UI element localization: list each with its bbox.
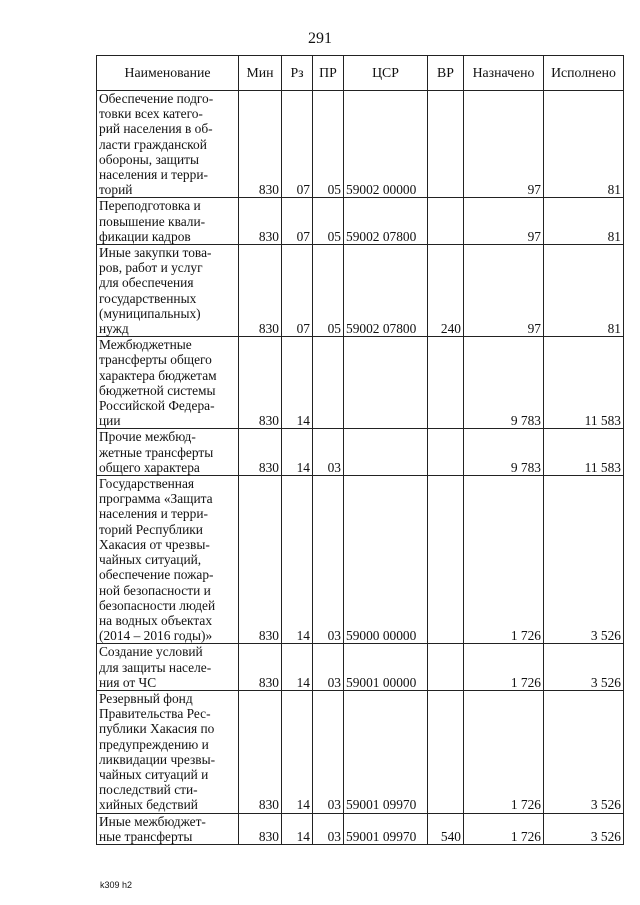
cell-assigned: 1 726 [464,476,544,644]
name-line: безопасности людей [99,597,216,613]
cell-rz: 14 [282,337,313,429]
header-name: Наименование [97,56,239,91]
page-number: 291 [308,30,332,47]
cell-executed: 3 526 [544,813,624,844]
cell-executed: 3 526 [544,476,624,644]
cell-name [97,198,239,245]
cell-pr: 05 [313,91,344,198]
header-min: Мин [239,56,282,91]
table-body [97,91,624,845]
name-line: для обеспечения [99,275,194,291]
cell-executed: 3 526 [544,644,624,691]
cell-vr [428,690,464,813]
cell-executed: 81 [544,245,624,337]
name-line: повышение квали- [99,213,206,229]
cell-csr: 59000 00000 [344,476,428,644]
cell-min: 830 [239,476,282,644]
cell-name [97,337,239,429]
table-row [97,198,624,245]
budget-table [96,55,624,845]
cell-assigned: 97 [464,91,544,198]
cell-min: 830 [239,198,282,245]
cell-csr [344,337,428,429]
cell-executed: 81 [544,198,624,245]
name-line: программа «Защита [99,491,213,507]
cell-pr: 03 [313,690,344,813]
cell-min: 830 [239,91,282,198]
table-row [97,429,624,476]
cell-csr: 59001 00000 [344,644,428,691]
cell-min: 830 [239,245,282,337]
name-line: ции [99,413,121,429]
header-pr: ПР [313,56,344,91]
cell-rz: 07 [282,198,313,245]
footer-code: k309 h2 [100,880,133,890]
name-line: Межбюджетные [99,337,192,353]
name-line: Прочие межбюд- [99,429,196,445]
name-line: ной безопасности и [99,582,211,598]
cell-pr: 05 [313,245,344,337]
name-line: хийных бедствий [99,797,198,813]
cell-min: 830 [239,813,282,844]
table-row [97,476,624,644]
name-line: чайных ситуаций, [99,552,202,568]
table-row [97,245,624,337]
name-line: населения и терри- [99,506,208,522]
cell-pr: 03 [313,644,344,691]
name-line: на водных объектах [99,612,213,628]
cell-assigned: 1 726 [464,644,544,691]
header-executed: Исполнено [544,56,624,91]
cell-name [97,245,239,337]
name-line: для защиты населе- [99,659,212,675]
cell-assigned: 1 726 [464,813,544,844]
header-vr: ВР [428,56,464,91]
cell-assigned: 1 726 [464,690,544,813]
cell-assigned: 97 [464,245,544,337]
name-line: Иные закупки това- [99,245,212,261]
cell-rz: 07 [282,91,313,198]
name-line: ные трансферты [99,828,193,844]
name-line: Российской Федера- [99,398,215,414]
name-line: чайных ситуаций и [99,766,209,782]
cell-executed: 3 526 [544,690,624,813]
name-line: Хакасия от чрезвы- [99,536,210,552]
cell-executed: 81 [544,91,624,198]
name-line: предупреждению и [99,736,209,752]
table-row [97,337,624,429]
name-line: рий населения в об- [99,121,213,137]
name-line: фикации кадров [99,228,191,244]
cell-vr [428,337,464,429]
header-csr: ЦСР [344,56,428,91]
name-line: жетные трансферты [99,444,214,460]
cell-vr [428,644,464,691]
cell-pr: 05 [313,198,344,245]
cell-pr: 03 [313,813,344,844]
name-line: публики Хакасия по [99,721,215,737]
cell-executed: 11 583 [544,337,624,429]
name-line: (2014 – 2016 годы)» [99,628,213,644]
cell-vr [428,429,464,476]
cell-name [97,91,239,198]
cell-rz: 07 [282,245,313,337]
name-line: нужд [99,321,129,337]
cell-vr [428,476,464,644]
cell-min: 830 [239,644,282,691]
name-line: торий [99,182,133,198]
cell-pr: 03 [313,429,344,476]
cell-rz: 14 [282,690,313,813]
name-line: трансферты общего [99,352,212,368]
cell-min: 830 [239,690,282,813]
cell-csr [344,429,428,476]
name-line: общего характера [99,459,200,475]
cell-assigned: 9 783 [464,429,544,476]
name-line: Переподготовка и [99,198,201,214]
table-row [97,690,624,813]
table-header-row [97,56,624,91]
cell-vr: 240 [428,245,464,337]
name-line: бюджетной системы [99,382,216,398]
name-line: государственных [99,290,197,306]
cell-name [97,690,239,813]
name-line: последствий сти- [99,782,198,798]
cell-name [97,429,239,476]
name-line: (муниципальных) [99,305,201,321]
name-line: населения и терри- [99,167,208,183]
cell-min: 830 [239,429,282,476]
name-line: характера бюджетам [99,367,217,383]
cell-pr [313,337,344,429]
cell-csr: 59001 09970 [344,690,428,813]
cell-pr: 03 [313,476,344,644]
cell-assigned: 97 [464,198,544,245]
header-rz: Рз [282,56,313,91]
name-line: ласти гражданской [99,136,207,152]
cell-vr [428,198,464,245]
name-line: ров, работ и услуг [99,260,203,276]
name-line: Обеспечение подго- [99,91,214,106]
cell-vr: 540 [428,813,464,844]
name-line: обороны, защиты [99,151,200,167]
cell-rz: 14 [282,813,313,844]
cell-name [97,476,239,644]
cell-rz: 14 [282,476,313,644]
name-line: обеспечение пожар- [99,567,214,583]
cell-assigned: 9 783 [464,337,544,429]
cell-min: 830 [239,337,282,429]
cell-csr: 59001 09970 [344,813,428,844]
cell-rz: 14 [282,644,313,691]
cell-csr: 59002 07800 [344,245,428,337]
cell-rz: 14 [282,429,313,476]
name-line: Иные межбюджет- [99,813,206,829]
name-line: ния от ЧС [99,674,157,690]
name-line: Правительства Рес- [99,706,211,722]
name-line: Резервный фонд [99,690,193,706]
cell-name [97,813,239,844]
name-line: товки всех катего- [99,106,203,122]
cell-csr: 59002 07800 [344,198,428,245]
cell-csr: 59002 00000 [344,91,428,198]
cell-name [97,644,239,691]
table-row [97,813,624,844]
cell-vr [428,91,464,198]
table-row [97,91,624,198]
header-assigned: Назначено [464,56,544,91]
name-line: Государственная [99,476,195,492]
cell-executed: 11 583 [544,429,624,476]
name-line: ликвидации чрезвы- [99,751,216,767]
name-line: торий Республики [99,521,203,537]
table-row [97,644,624,691]
name-line: Создание условий [99,644,203,660]
